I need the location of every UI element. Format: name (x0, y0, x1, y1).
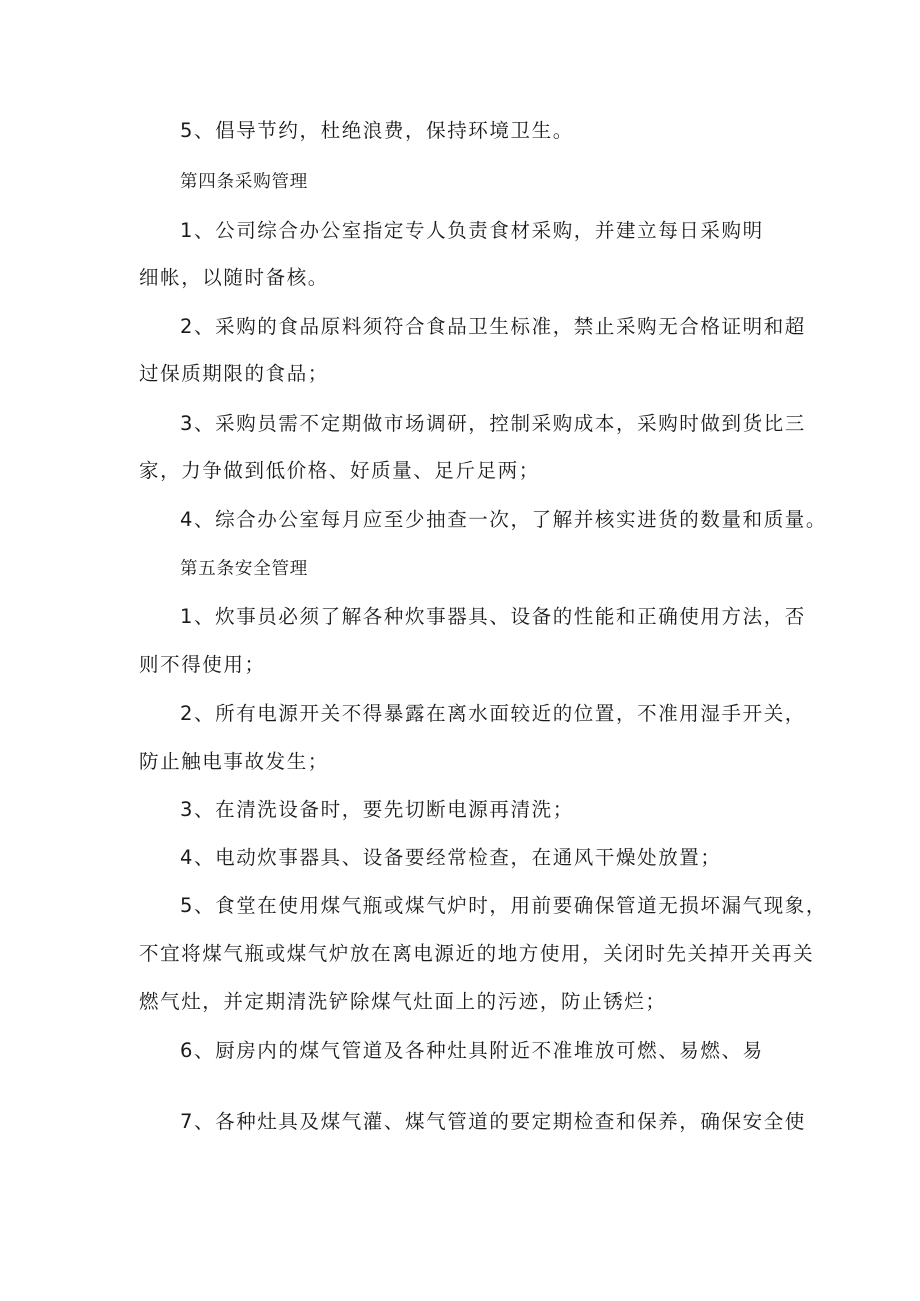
paragraph-procurement-item-2-line-1: 2、采购的食品原料须符合食品卫生标准，禁止采购无合格证明和超 (180, 315, 806, 338)
paragraph-conservation-item-5: 5、倡导节约，杜绝浪费，保持环境卫生。 (180, 119, 574, 142)
paragraph-safety-item-5-line-1: 5、食堂在使用煤气瓶或煤气炉时，用前要确保管道无损坏漏气现象， (180, 894, 828, 917)
paragraph-safety-item-5-line-3: 燃气灶，并定期清洗铲除煤气灶面上的污迹，防止锈烂； (139, 990, 667, 1013)
paragraph-safety-item-3: 3、在清洗设备时，要先切断电源再清洗； (180, 798, 574, 821)
paragraph-safety-item-1-line-1: 1、炊事员必须了解各种炊事器具、设备的性能和正确使用方法，否 (180, 605, 806, 628)
paragraph-safety-item-7: 7、各种灶具及煤气灌、煤气管道的要定期检查和保养，确保安全使 (180, 1110, 806, 1133)
paragraph-procurement-item-4: 4、综合办公室每月应至少抽查一次，了解并核实进货的数量和质量。 (180, 508, 828, 531)
paragraph-procurement-item-2-line-2: 过保质期限的食品； (139, 362, 329, 385)
paragraph-safety-item-4: 4、电动炊事器具、设备要经常检查，在通风干燥处放置； (180, 846, 722, 869)
section-heading-procurement: 第四条采购管理 (180, 172, 309, 192)
paragraph-safety-item-6: 6、厨房内的煤气管道及各种灶具附近不准堆放可燃、易燃、易 (180, 1039, 764, 1062)
paragraph-procurement-item-1-line-1: 1、公司综合办公室指定专人负责食材采购，并建立每日采购明 (180, 219, 764, 242)
paragraph-safety-item-2-line-2: 防止触电事故发生； (139, 750, 329, 773)
paragraph-safety-item-2-line-1: 2、所有电源开关不得暴露在离水面较近的位置，不准用湿手开关， (180, 702, 806, 725)
section-heading-safety: 第五条安全管理 (180, 559, 309, 579)
paragraph-safety-item-5-line-2: 不宜将煤气瓶或煤气炉放在离电源近的地方使用，关闭时先关掉开关再关 (139, 942, 815, 965)
paragraph-procurement-item-1-line-2: 细帐，以随时备核。 (139, 266, 329, 289)
paragraph-procurement-item-3-line-1: 3、采购员需不定期做市场调研，控制采购成本，采购时做到货比三 (180, 412, 806, 435)
paragraph-procurement-item-3-line-2: 家，力争做到低价格、好质量、足斤足两； (139, 459, 540, 482)
paragraph-safety-item-1-line-2: 则不得使用； (139, 653, 266, 676)
